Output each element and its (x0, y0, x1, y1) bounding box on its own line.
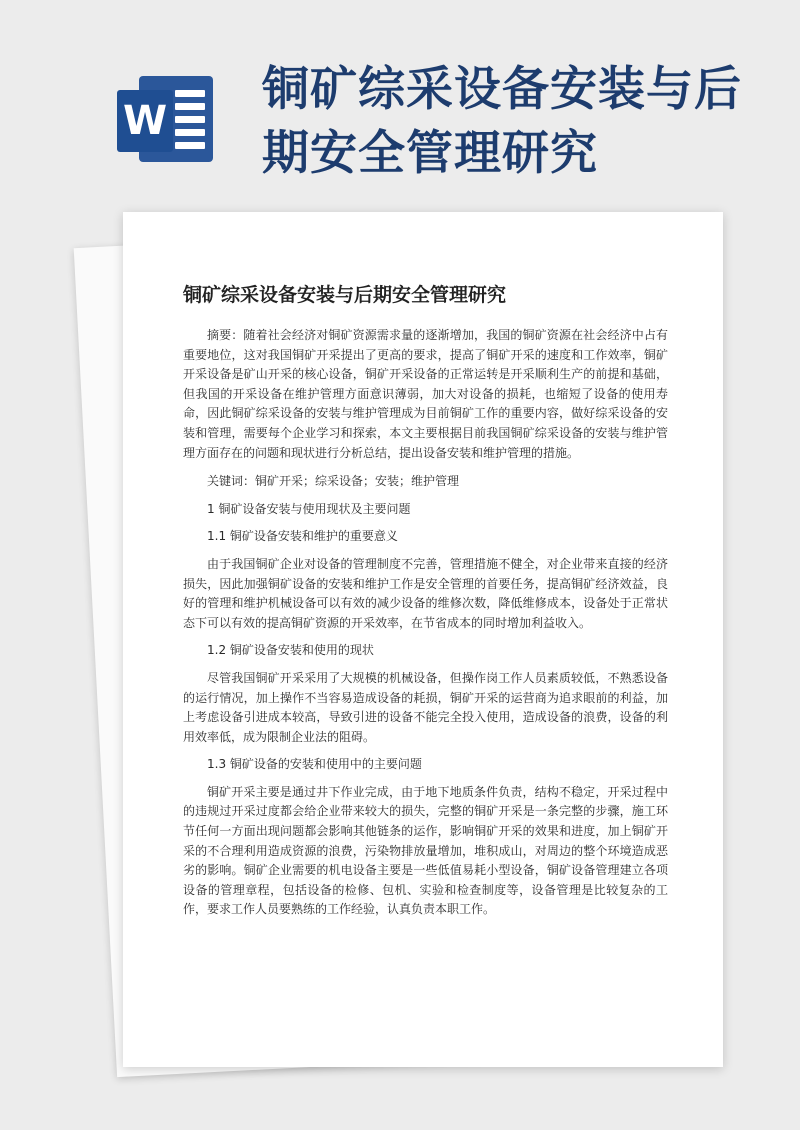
section-heading: 1.3 铜矿设备的安装和使用中的主要问题 (207, 757, 422, 772)
document-title: 铜矿综采设备安装与后期安全管理研究 (183, 284, 507, 306)
word-icon-line (175, 129, 205, 136)
word-icon-line (175, 103, 205, 110)
section-heading: 1 铜矿设备安装与使用现状及主要问题 (207, 501, 411, 516)
word-icon-letter: W (117, 90, 173, 152)
word-icon-line (175, 116, 205, 123)
document-page (123, 212, 723, 1067)
section-heading: 1.1 铜矿设备安装和维护的重要意义 (207, 529, 398, 544)
word-icon-line (175, 90, 205, 97)
word-icon-line (175, 142, 205, 149)
banner-title: 铜矿综采设备安装与后期安全管理研究 (262, 62, 742, 181)
section-paragraph: 尽管我国铜矿开采采用了大规模的机械设备，但操作岗工作人员素质较低，不熟悉设备的运行情况，加上操作不当容易造成设备的耗损，铜矿开采的运营商为追求眼前的利益，加上考虑设备引进成本较高，导致引进的设备不能完全投入使用，造成设备的浪费，设备的利用效率低，成为限制企业法的阻碍。 (183, 670, 668, 744)
word-document-icon (117, 70, 217, 170)
section-paragraph: 铜矿开采主要是通过井下作业完成，由于地下地质条件负责，结构不稳定，开采过程中的违规过开采过度都会给企业带来较大的损失，完整的铜矿开采是一条完整的步骤，施工环节任何一方面出现问题都会影响其他链条的运作，影响铜矿开采的效果和进度，加上铜矿开采的不合理利用造成资源的浪费，污染物排放量增加，堆积成山，对周边的整个环境造成恶劣的影响。铜矿企业需要的机电设备主要是一些低值易耗小型设备，铜矿设备管理建立各项设备的管理章程，包括设备的检修、包机、实验和检查制度等，设备管理是比较复杂的工作，要求工作人员要熟练的工作经验，认真负责本职工作。 (183, 784, 668, 917)
banner (0, 0, 800, 210)
section-paragraph: 由于我国铜矿企业对设备的管理制度不完善，管理措施不健全，对企业带来直接的经济损失，因此加强铜矿设备的安装和维护工作是安全管理的首要任务，提高铜矿经济效益，良好的管理和维护机械设备可以有效的减少设备的维修次数，降低维修成本，设备处于正常状态下可以有效的提高铜矿资源的开采效率，在节省成本的同时增加利益收入。 (183, 556, 668, 630)
document-body (183, 326, 668, 920)
keywords: 关键词：铜矿开采；综采设备；安装；维护管理 (207, 474, 460, 489)
abstract: 摘要：随着社会经济对铜矿资源需求量的逐渐增加，我国的铜矿资源在社会经济中占有重要地位，这对我国铜矿开采提出了更高的要求，提高了铜矿开采的速度和工作效率，铜矿开采设备是矿山开采的核心设备，铜矿开采设备的正常运转是开采顺利生产的前提和基础，但我国的开采设备在维护管理方面意识薄弱，加大对设备的损耗，也缩短了设备的使用寿命，因此铜矿综采设备的安装与维护管理成为目前铜矿工作的重要内容，做好综采设备的安装和管理，需要每个企业学习和探索，本文主要根据目前我国铜矿综采设备的安装与维护管理方面存在的问题和现状进行分析总结，提出设备安装和维护管理的措施。 (183, 328, 668, 460)
section-heading: 1.2 铜矿设备安装和使用的现状 (207, 643, 374, 658)
